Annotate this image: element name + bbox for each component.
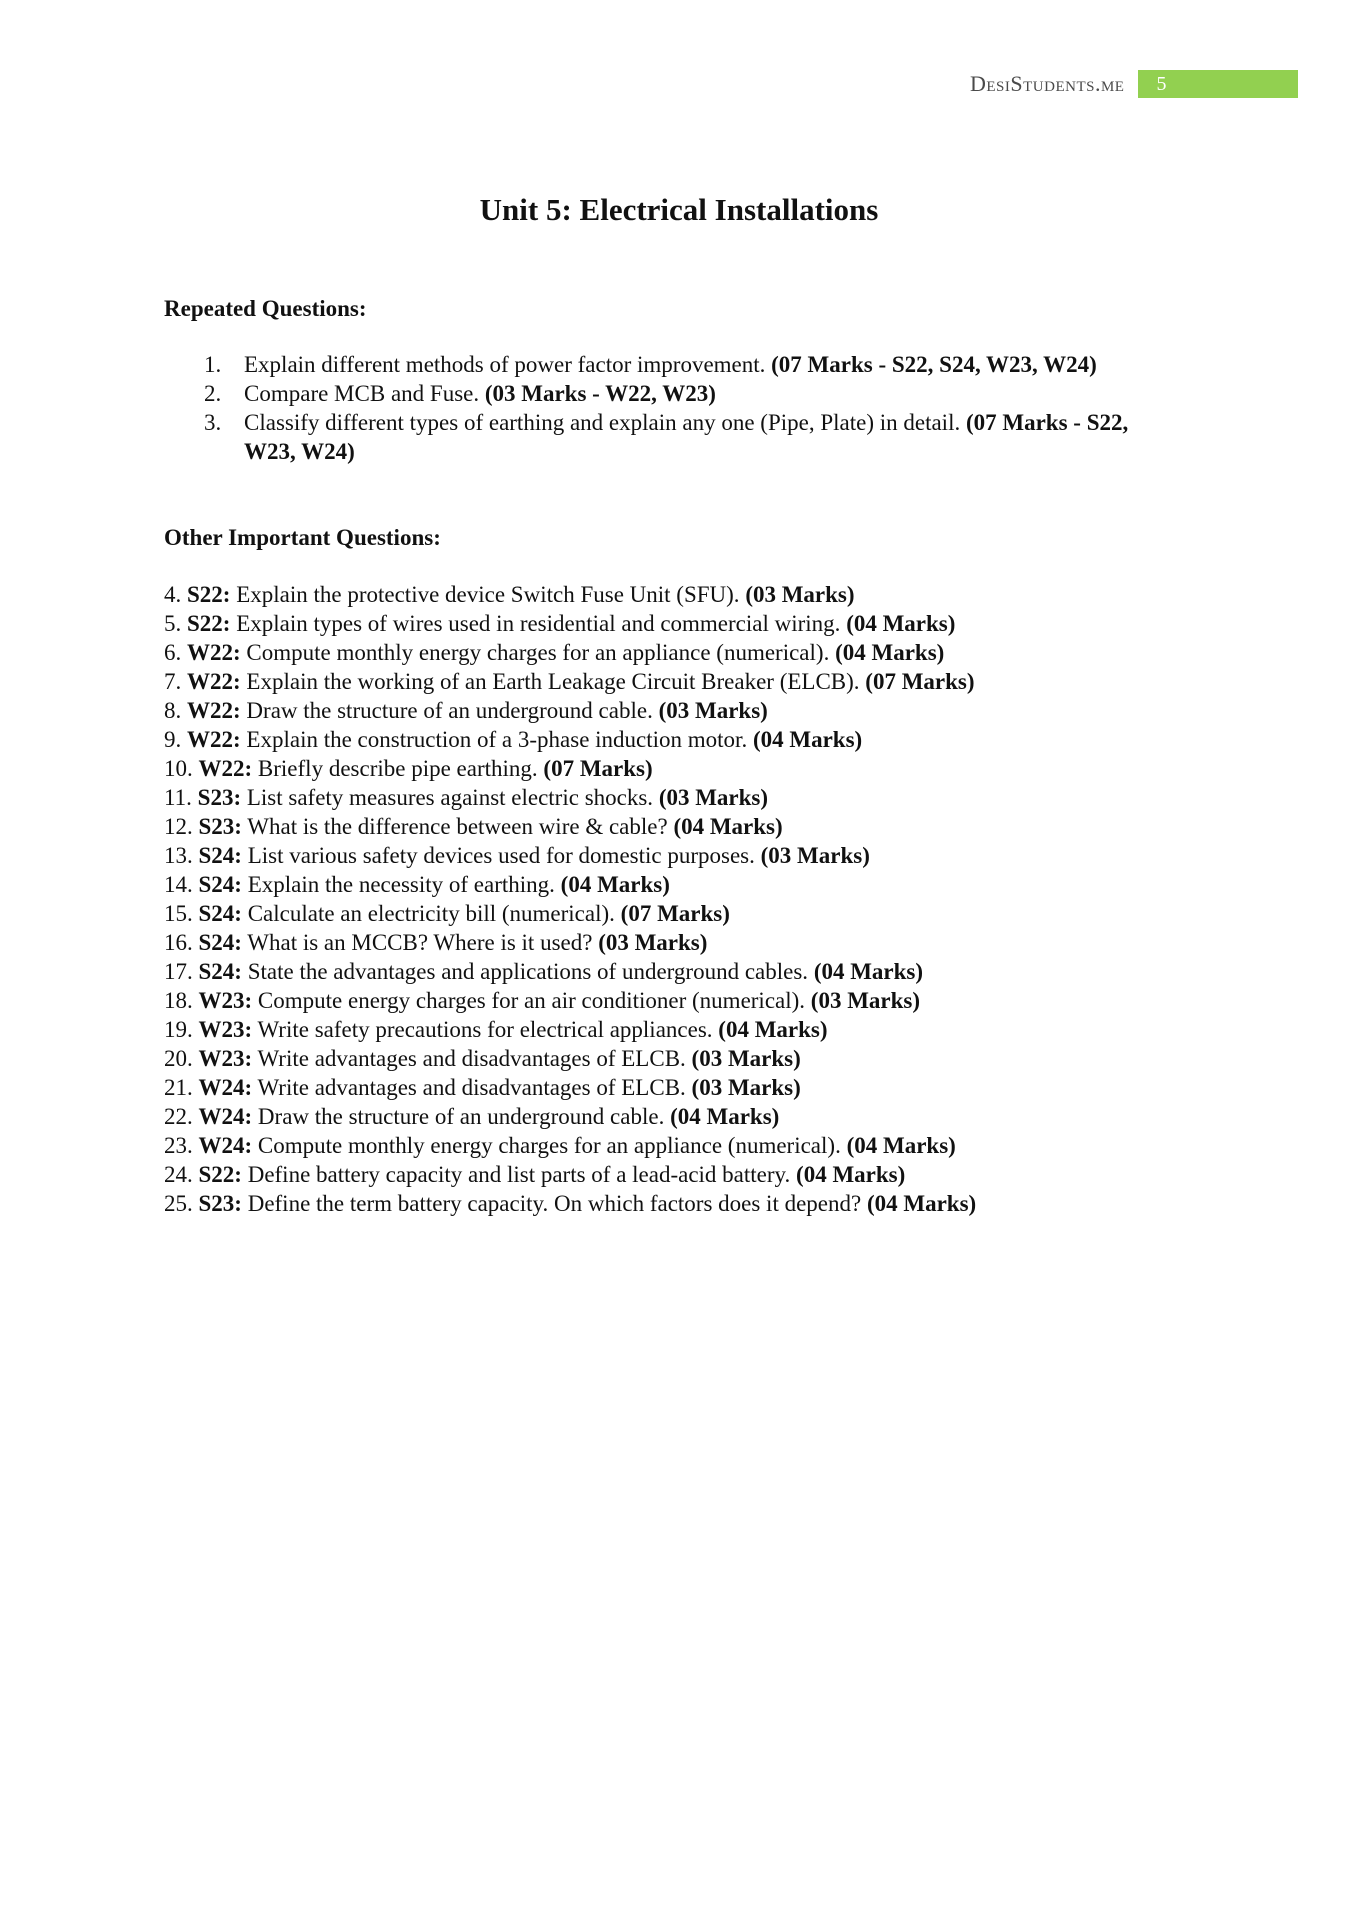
question-text: Compute monthly energy charges for an appliance (numerical).: [240, 640, 836, 665]
question-marks: (03 Marks): [598, 930, 708, 955]
list-item: [164, 812, 1244, 841]
page-title: Unit 5: Electrical Installations: [479, 192, 879, 227]
question-marks: (03 Marks): [745, 582, 855, 607]
list-item: [164, 783, 1244, 812]
question-marks: (07 Marks): [620, 901, 730, 926]
list-item: [164, 379, 1204, 408]
question-text: List various safety devices used for domestic purposes.: [241, 843, 761, 868]
list-item: [164, 841, 1244, 870]
list-item: [164, 725, 1244, 754]
other-questions-list: [164, 580, 1244, 1218]
question-text: Explain types of wires used in residential and commercial wiring.: [230, 611, 847, 636]
question-text: Explain different methods of power factor improvement.: [244, 352, 772, 377]
question-marks: (07 Marks - S22, S24, W23, W24): [771, 352, 1097, 377]
question-text: Write advantages and disadvantages of ELCB.: [252, 1075, 692, 1100]
question-marks: (04 Marks): [673, 814, 783, 839]
list-item: [164, 870, 1244, 899]
item-number: 14.: [164, 872, 193, 897]
list-item: [164, 1102, 1244, 1131]
exam-session: W22:: [187, 698, 241, 723]
other-questions-heading: Other Important Questions:: [164, 525, 441, 550]
exam-session: S24:: [198, 843, 242, 868]
item-number: 23.: [164, 1133, 193, 1158]
item-number: 17.: [164, 959, 193, 984]
exam-session: S22:: [187, 611, 231, 636]
exam-session: S23:: [198, 814, 242, 839]
question-text: Explain the protective device Switch Fuse Unit (SFU).: [230, 582, 746, 607]
question-marks: (07 Marks): [543, 756, 653, 781]
list-item: [164, 1073, 1244, 1102]
question-marks: (07 Marks): [865, 669, 975, 694]
question-marks: (03 Marks): [691, 1075, 801, 1100]
exam-session: W22:: [187, 727, 241, 752]
exam-session: S23:: [197, 785, 242, 810]
item-number: 2.: [204, 381, 222, 406]
question-text: Write advantages and disadvantages of ELCB.: [252, 1046, 692, 1071]
exam-session: S24:: [198, 959, 242, 984]
question-text: Explain the construction of a 3-phase induction motor.: [240, 727, 753, 752]
question-text: Compute monthly energy charges for an appliance (numerical).: [252, 1133, 847, 1158]
question-marks: (03 Marks): [658, 785, 769, 810]
question-text: Briefly describe pipe earthing.: [252, 756, 544, 781]
exam-session: S24:: [198, 901, 242, 926]
item-number: 9.: [164, 727, 182, 752]
question-marks: (03 Marks): [658, 698, 768, 723]
item-number: 4.: [164, 582, 182, 607]
list-item: [164, 350, 1204, 379]
question-text: Calculate an electricity bill (numerical).: [241, 901, 621, 926]
repeated-questions-list: [164, 350, 1204, 466]
exam-session: W23:: [198, 1017, 253, 1042]
question-text: Define battery capacity and list parts of a lead-acid battery.: [241, 1162, 797, 1187]
item-number: 21.: [164, 1075, 193, 1100]
item-number: 22.: [164, 1104, 193, 1129]
list-item: [164, 1189, 1244, 1218]
item-number: 8.: [164, 698, 182, 723]
question-marks: (04 Marks): [670, 1104, 780, 1129]
question-marks: (04 Marks): [846, 611, 956, 636]
question-text: Draw the structure of an underground cable.: [240, 698, 659, 723]
list-item: [164, 1044, 1244, 1073]
list-item: [164, 1131, 1244, 1160]
item-number: 12.: [164, 814, 193, 839]
exam-session: S23:: [198, 1191, 242, 1216]
item-number: 15.: [164, 901, 193, 926]
list-item: [164, 667, 1244, 696]
question-marks: (04 Marks): [866, 1191, 977, 1216]
item-number: 5.: [164, 611, 182, 636]
item-number: 20.: [164, 1046, 193, 1071]
question-marks: (04 Marks): [796, 1162, 906, 1187]
list-item: [164, 1160, 1244, 1189]
item-number: 11.: [164, 785, 192, 810]
exam-session: W23:: [198, 988, 253, 1013]
question-text: Compare MCB and Fuse.: [244, 381, 485, 406]
page-header: [970, 70, 1298, 98]
exam-session: W24:: [198, 1104, 253, 1129]
exam-session: W22:: [187, 669, 241, 694]
list-item: [164, 408, 1204, 466]
page-number: 5: [1138, 70, 1298, 98]
question-marks: (04 Marks): [718, 1017, 828, 1042]
question-marks: (04 Marks): [835, 640, 945, 665]
question-marks: (07 Marks - S22, W23, W24): [244, 410, 1129, 464]
exam-session: W24:: [198, 1075, 253, 1100]
list-item: [164, 986, 1244, 1015]
exam-session: W24:: [198, 1133, 253, 1158]
item-number: 16.: [164, 930, 193, 955]
question-marks: (03 Marks): [691, 1046, 801, 1071]
item-number: 1.: [204, 352, 222, 377]
question-text: List safety measures against electric shocks.: [241, 785, 659, 810]
list-item: [164, 1015, 1244, 1044]
question-text: State the advantages and applications of underground cables.: [241, 959, 814, 984]
item-number: 3.: [204, 410, 222, 435]
exam-session: S24:: [198, 872, 242, 897]
exam-session: W23:: [198, 1046, 253, 1071]
list-item: [164, 928, 1244, 957]
question-text: What is the difference between wire & cable?: [241, 814, 674, 839]
list-item: [164, 580, 1244, 609]
list-item: [164, 638, 1244, 667]
exam-session: W22:: [198, 756, 253, 781]
list-item: [164, 899, 1244, 928]
question-text: Define the term battery capacity. On which factors does it depend?: [241, 1191, 867, 1216]
question-text: What is an MCCB? Where is it used?: [241, 930, 599, 955]
item-number: 24.: [164, 1162, 193, 1187]
item-number: 18.: [164, 988, 193, 1013]
list-item: [164, 754, 1244, 783]
item-number: 13.: [164, 843, 193, 868]
question-text: Classify different types of earthing and explain any one (Pipe, Plate) in detail.: [244, 410, 966, 435]
question-marks: (03 Marks - W22, W23): [484, 381, 716, 406]
question-marks: (04 Marks): [813, 959, 924, 984]
question-text: Draw the structure of an underground cable.: [252, 1104, 671, 1129]
question-text: Write safety precautions for electrical appliances.: [252, 1017, 719, 1042]
item-number: 19.: [164, 1017, 193, 1042]
question-marks: (04 Marks): [846, 1133, 956, 1158]
question-text: Explain the necessity of earthing.: [241, 872, 561, 897]
question-marks: (03 Marks): [760, 843, 870, 868]
item-number: 10.: [164, 756, 193, 781]
question-marks: (03 Marks): [810, 988, 921, 1013]
item-number: 7.: [164, 669, 182, 694]
question-marks: (04 Marks): [752, 727, 863, 752]
list-item: [164, 957, 1244, 986]
item-number: 25.: [164, 1191, 193, 1216]
item-number: 6.: [164, 640, 182, 665]
question-marks: (04 Marks): [560, 872, 670, 897]
question-text: Compute energy charges for an air conditioner (numerical).: [252, 988, 811, 1013]
exam-session: S22:: [198, 1162, 242, 1187]
site-name: DesiStudents.me: [970, 71, 1125, 96]
list-item: [164, 696, 1244, 725]
question-text: Explain the working of an Earth Leakage Circuit Breaker (ELCB).: [240, 669, 866, 694]
exam-session: S22:: [187, 582, 231, 607]
repeated-questions-heading: Repeated Questions:: [164, 296, 367, 321]
exam-session: W22:: [187, 640, 241, 665]
list-item: [164, 609, 1244, 638]
exam-session: S24:: [198, 930, 242, 955]
